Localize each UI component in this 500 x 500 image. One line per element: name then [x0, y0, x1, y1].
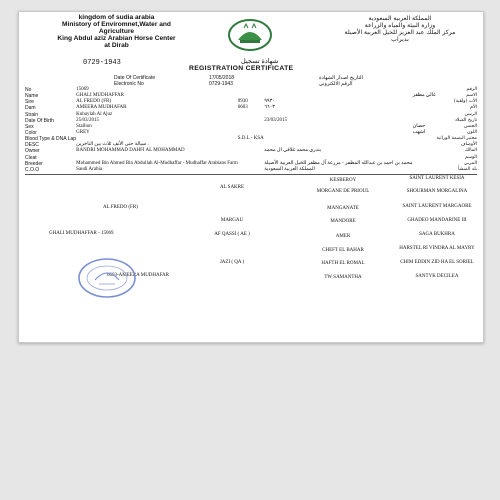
field-v2 [238, 167, 264, 173]
field-v1: BANDRI MOHAMMAD DAHFI AL MOHAMMAD [76, 148, 185, 154]
field-v1: AMEERA MUDHAFAR [76, 105, 127, 111]
header-en-line-4: King Abdul aziz Arabian Horse Center [57, 35, 176, 42]
pedigree-gen4-6: HARSTEL RI VINDRA AL MAYRY [399, 246, 475, 251]
pedigree-gen3-4: MANDORE [330, 219, 356, 224]
field-label-en: Name [25, 93, 39, 100]
field-v3: ٩٩٣٠ [264, 99, 275, 105]
field-v1: 15069 [76, 87, 89, 92]
pedigree-sire: AL FREDO (FR) [103, 205, 138, 210]
field-ar: مختبر البصمة الوراثية [436, 136, 477, 142]
field-ar: تاريخ الميلاد [454, 117, 477, 123]
pedigree-gen3-5: AMER [335, 234, 351, 239]
field-v4: غالي مظفر [412, 93, 436, 99]
pedigree-sire-dam: MARGAU [220, 218, 244, 223]
field-v1: Stallion [76, 123, 92, 129]
horse-center-logo-icon [226, 18, 274, 54]
field-label-en: Color [25, 129, 37, 136]
header-ar-line-2: وزارة البيئة والمياه والزراعة [364, 22, 436, 29]
field-label-en: Blood Type & DNA Lap [25, 136, 77, 143]
field-ar: (ولقبة) الأب [453, 99, 477, 105]
field-label-en: Date Of Birth [25, 117, 54, 124]
field-v1: GHALI MUDHAFFAR [76, 93, 124, 99]
field-v1: Mohammed Bin Ahmed Bin Abdullah Al-Mudhaffar - Mudhaffar Arabians Farm [76, 160, 238, 166]
field-row [25, 167, 477, 173]
field-v3: المملكة العربية السعودية [264, 166, 315, 172]
field-v1: 25/03/2015 [76, 117, 99, 123]
horse-details-table [25, 87, 477, 173]
field-ar: الأوصاف [460, 142, 477, 148]
field-label-en: Owner [25, 148, 40, 155]
date-of-certificate-label-ar: التاريخ اصدار الشهادة [319, 75, 363, 81]
field-ar: اللون [467, 129, 477, 135]
field-label-en: Dam [25, 105, 36, 112]
header-ar-line-4: بديراب [391, 36, 409, 43]
pedigree-gen4-4: GHADEO MANDARINE III [407, 218, 467, 223]
field-label-en: No [25, 87, 32, 93]
pedigree-gen3-3: MANGANATE [327, 206, 359, 211]
electronic-no-label-ar: الرقم الالكتروني [319, 81, 353, 87]
field-v3: ٦٦٠٣ [264, 105, 275, 111]
field-v4 [413, 167, 437, 173]
electronic-no-label: Electronic No [114, 81, 144, 87]
field-ar: الجنس [464, 123, 477, 129]
field-v1: سيالة حتى الأنف ثلاث بين الناخرين . [76, 142, 149, 148]
field-v2: 6603 [237, 105, 248, 111]
certificate-title: REGISTRATION CERTIFICATE [189, 65, 294, 72]
field-ar: المربي [464, 160, 477, 166]
pedigree-gen3-7: HAFTH EL ROMAL [321, 261, 365, 266]
field-ar: الوسم [465, 154, 477, 160]
field-label-en: Sex [25, 123, 34, 130]
field-v4: حصان [412, 123, 426, 129]
pedigree-gen3-6: CHEFT EL BAHAR [322, 248, 364, 253]
registration-certificate [18, 11, 484, 343]
pedigree-gen4-2: SHOURMAN MORGALINA [406, 189, 468, 194]
header-en-line-1: kingdom of sudia arabia [78, 14, 155, 21]
pedigree-gen3-1: KESBEROY [329, 178, 357, 183]
pedigree-gen4-1: SAINT LAURENT KESIA [409, 176, 465, 181]
pedigree-gen3-8: TW SAMANTHA [324, 275, 362, 280]
field-v3: محمد بن احمد بن عبدالله المظفر - مزرعة آل مظفر للخيل العربية الأصيلة [264, 160, 413, 166]
field-ar: الرسن [464, 111, 477, 117]
pedigree-dam: 6603-AMEERA MUDHAFAR [107, 273, 169, 278]
official-stamp-icon [75, 256, 139, 300]
field-ar: الرقم [466, 87, 477, 92]
pedigree-gen3-2: MORGANE DE PRIOUL [316, 189, 370, 194]
header-ar-line-1: المملكة العربية السعودية [368, 15, 432, 22]
pedigree-gen4-8: SANTYK DECILEA [415, 274, 459, 279]
pedigree-horse: GHALI MUDHAFFAR - 15069 [49, 231, 114, 236]
field-v1: AL FREDO (FR) [76, 99, 111, 105]
field-ar: المالك [464, 148, 477, 154]
field-v1: Saudi Arabia [76, 166, 103, 172]
header-en-line-5: at Dirab [104, 42, 129, 49]
header-ar-line-3: مركز الملك عبد العزيز للخيل العربية الأصيلة [344, 29, 456, 36]
field-v1: GREY [76, 129, 90, 135]
header-en-line-2: Ministory of Enviromnet,Water and [62, 21, 171, 28]
field-label-en: DESC [25, 142, 39, 149]
field-v1: Kuhaylah Al Ajuz [76, 111, 113, 117]
field-label-en: C.O.O [25, 166, 40, 173]
electronic-no-value: 0729-1943 [209, 81, 233, 87]
pedigree-gen4-5: SAGA BUKHRA [419, 232, 455, 237]
header-english [29, 14, 204, 49]
pedigree-top-divider [25, 174, 477, 175]
header-en-line-3: Agriculture [98, 28, 135, 35]
field-v3: بندري محمد غلافي ال محمد [264, 148, 322, 154]
certificate-title-arabic: شهادة تسجيل [241, 58, 279, 65]
field-ar: الأم [470, 105, 477, 111]
registration-number: 0729-1943 [83, 59, 121, 67]
field-v3: 23/03/2015 [264, 117, 288, 123]
field-v4: اشهب [412, 129, 426, 135]
date-of-certificate-label: Date Of Certificate [114, 75, 156, 81]
pedigree-gen4-7: CHIM EDDIN ZID HA EL SORIEL [400, 260, 474, 265]
field-label-en: Sire [25, 99, 34, 106]
date-of-certificate-value: 17/05/2018 [209, 75, 235, 81]
pedigree-dam-dam: JAZI ( QA ) [219, 260, 245, 265]
pedigree-gen4-3: SAINT LAURENT MARGAORE [402, 204, 472, 209]
field-label-en: Strain [25, 111, 39, 118]
field-v2: 9930 [237, 99, 248, 105]
pedigree-sire-sire: AL SAKRE [219, 185, 245, 190]
field-label-en: Cleat [25, 154, 37, 161]
field-label-en: Breeder [25, 160, 43, 167]
field-ar: بلد المنشأ [458, 166, 477, 172]
pedigree-dam-sire: AF QASSI ( AE ) [214, 232, 250, 237]
field-ar: الاسم [466, 93, 477, 99]
field-v2: S.D.L - KSA [237, 136, 264, 142]
header-arabic [325, 15, 475, 43]
